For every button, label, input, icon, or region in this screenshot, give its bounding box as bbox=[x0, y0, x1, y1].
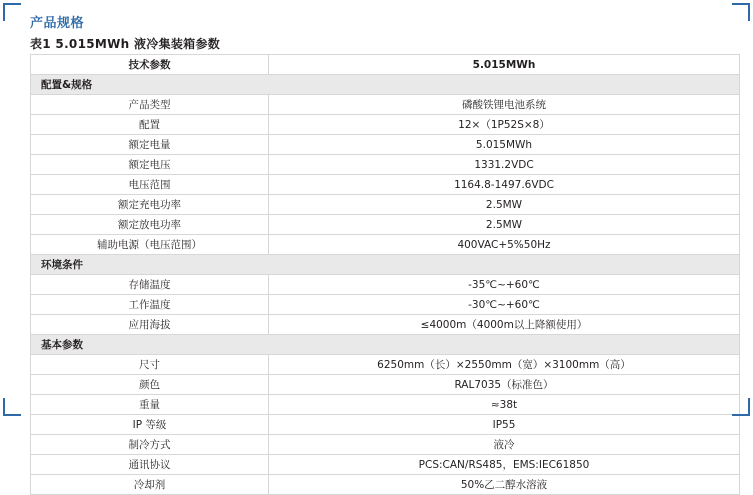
table-row bbox=[31, 195, 740, 215]
row-label: 制冷方式 bbox=[31, 435, 269, 455]
row-value: 6250mm（长）×2550mm（宽）×3100mm（高） bbox=[269, 355, 740, 375]
row-value: 1164.8-1497.6VDC bbox=[269, 175, 740, 195]
section-row-configuration bbox=[31, 75, 740, 95]
row-label: 额定放电功率 bbox=[31, 215, 269, 235]
row-label: 额定电压 bbox=[31, 155, 269, 175]
row-label: 工作温度 bbox=[31, 295, 269, 315]
row-value: 磷酸铁锂电池系统 bbox=[269, 95, 740, 115]
row-value: 12×（1P52S×8） bbox=[269, 115, 740, 135]
table-row bbox=[31, 395, 740, 415]
section-title: 环境条件 bbox=[31, 255, 740, 275]
table-caption: 表1 5.015MWh 液冷集装箱参数 bbox=[30, 37, 221, 51]
table-row bbox=[31, 475, 740, 495]
row-value: 液冷 bbox=[269, 435, 740, 455]
row-label: 通讯协议 bbox=[31, 455, 269, 475]
row-label: 重量 bbox=[31, 395, 269, 415]
page-title: 产品规格 bbox=[30, 16, 85, 31]
specification-table bbox=[30, 54, 740, 495]
row-label: 应用海拔 bbox=[31, 315, 269, 335]
corner-mark-bottom-left bbox=[3, 398, 21, 416]
row-value: 5.015MWh bbox=[269, 135, 740, 155]
row-value: RAL7035（标准色） bbox=[269, 375, 740, 395]
row-label: 存储温度 bbox=[31, 275, 269, 295]
row-label: 颜色 bbox=[31, 375, 269, 395]
row-label: 辅助电源（电压范围） bbox=[31, 235, 269, 255]
table-row bbox=[31, 95, 740, 115]
row-value: 2.5MW bbox=[269, 215, 740, 235]
table-header-row bbox=[31, 55, 740, 75]
table-row bbox=[31, 435, 740, 455]
table-row bbox=[31, 375, 740, 395]
row-label: 配置 bbox=[31, 115, 269, 135]
row-label: 尺寸 bbox=[31, 355, 269, 375]
row-value: ≈38t bbox=[269, 395, 740, 415]
row-value: 1331.2VDC bbox=[269, 155, 740, 175]
specification-table-body bbox=[31, 55, 740, 495]
row-value: 2.5MW bbox=[269, 195, 740, 215]
table-row bbox=[31, 135, 740, 155]
row-value: -30℃~+60℃ bbox=[269, 295, 740, 315]
table-row bbox=[31, 155, 740, 175]
table-row bbox=[31, 235, 740, 255]
section-row-basic bbox=[31, 335, 740, 355]
row-value: IP55 bbox=[269, 415, 740, 435]
section-title: 基本参数 bbox=[31, 335, 740, 355]
row-label: 电压范围 bbox=[31, 175, 269, 195]
table-row bbox=[31, 175, 740, 195]
table-row bbox=[31, 215, 740, 235]
section-title: 配置&规格 bbox=[31, 75, 740, 95]
table-header-value: 5.015MWh bbox=[269, 55, 740, 75]
table-row bbox=[31, 275, 740, 295]
row-value: 50%乙二醇水溶液 bbox=[269, 475, 740, 495]
corner-mark-bottom-right bbox=[732, 398, 750, 416]
table-row bbox=[31, 115, 740, 135]
corner-mark-top-right bbox=[732, 3, 750, 21]
row-value: PCS:CAN/RS485，EMS:IEC61850 bbox=[269, 455, 740, 475]
row-value: -35℃~+60℃ bbox=[269, 275, 740, 295]
row-label: 额定电量 bbox=[31, 135, 269, 155]
corner-mark-top-left bbox=[3, 3, 21, 21]
table-row bbox=[31, 315, 740, 335]
row-value: ≤4000m（4000m以上降额使用） bbox=[269, 315, 740, 335]
row-label: 产品类型 bbox=[31, 95, 269, 115]
row-label: IP 等级 bbox=[31, 415, 269, 435]
row-label: 额定充电功率 bbox=[31, 195, 269, 215]
table-row bbox=[31, 355, 740, 375]
table-row bbox=[31, 295, 740, 315]
section-row-environment bbox=[31, 255, 740, 275]
table-row bbox=[31, 415, 740, 435]
table-header-label: 技术参数 bbox=[31, 55, 269, 75]
table-row bbox=[31, 455, 740, 475]
row-value: 400VAC+5%50Hz bbox=[269, 235, 740, 255]
row-label: 冷却剂 bbox=[31, 475, 269, 495]
